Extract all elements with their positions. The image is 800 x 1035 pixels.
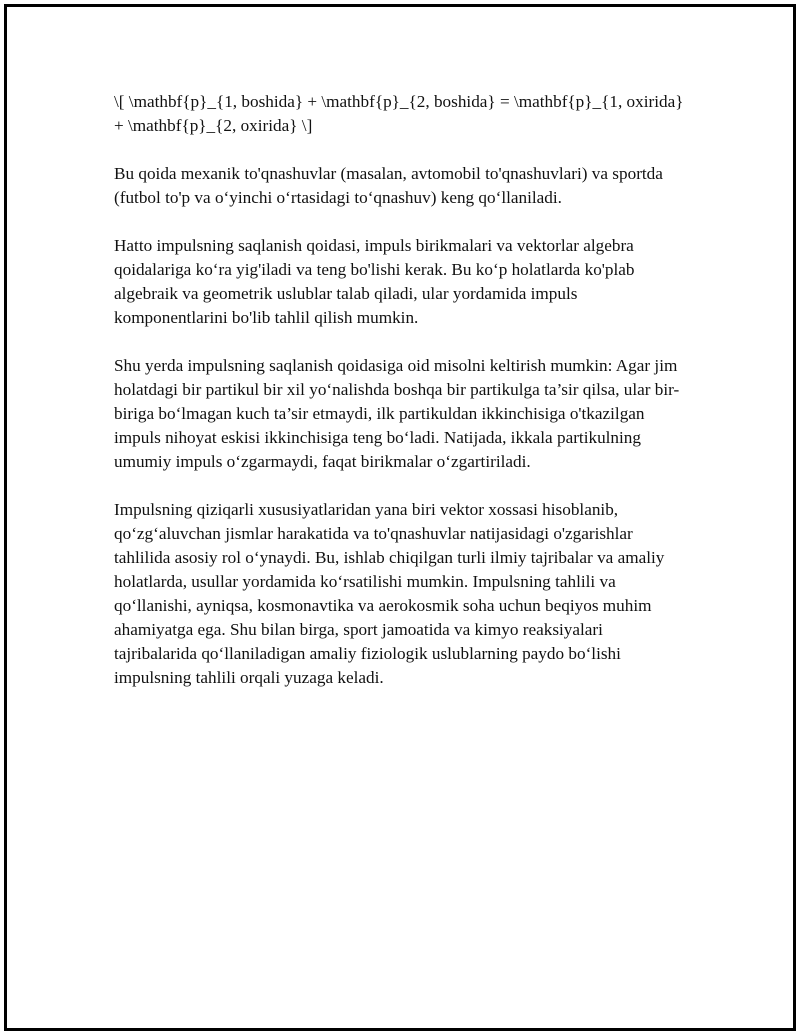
equation-paragraph: \[ \mathbf{p}_{1, boshida} + \mathbf{p}_{2, boshida} = \mathbf{p}_{1, oxirida} + \mathbf{p}_{2, oxirida} \] bbox=[114, 92, 684, 135]
body-paragraph: Hatto impulsning saqlanish qoidasi, impuls birikmalari va vektorlar algebra qoidalariga ko‘ra yig'iladi va teng bo'lishi kerak. Bu ko‘p holatlarda ko'plab algebraik va geometrik uslublar talab qiladi, ular yordamida impuls komponentlarini bo'lib tahlil qilish mumkin. bbox=[114, 236, 635, 327]
body-paragraph: Bu qoida mexanik to'qnashuvlar (masalan, avtomobil to'qnashuvlari) va sportda (futbol to'p va o‘yinchi o‘rtasidagi to‘qnashuv) keng qo‘llaniladi. bbox=[114, 164, 663, 207]
body-paragraph: Shu yerda impulsning saqlanish qoidasiga oid misolni keltirish mumkin: Agar jim holatdagi bir partikul bir xil yo‘nalishda boshqa bir partikulga ta’sir qilsa, ular bir-biriga bo‘lmagan kuch ta’sir etmaydi, ilk partikuldan ikkinchisiga o'tkazilgan impuls nihoyat eskisi ikkinchisiga teng bo‘ladi. Natijada, ikkala partikulning umumiy impuls o‘zgarmaydi, faqat birikmalar o‘zgartiriladi. bbox=[114, 356, 680, 471]
body-paragraph: Impulsning qiziqarli xususiyatlaridan yana biri vektor xossasi hisoblanib, qo‘zg‘aluvchan jismlar harakatida va to'qnashuvlar natijasidagi o'zgarishlar tahlilida asosiy rol o‘ynaydi. Bu, ishlab chiqilgan turli ilmiy tajribalar va amaliy holatlarda, usullar yordamida ko‘rsatilishi mumkin. Impulsning tahlili va qo‘llanishi, ayniqsa, kosmonavtika va aerokosmik soha uchun beqiyos muhim ahamiyatga ega. Shu bilan birga, sport jamoatida va kimyo reaksiyalari tajribalarida qo‘llaniladigan amaliy fiziologik uslublarning paydo bo‘lishi impulsning tahlili orqali yuzaga keladi. bbox=[114, 500, 665, 687]
document-body bbox=[114, 90, 684, 714]
